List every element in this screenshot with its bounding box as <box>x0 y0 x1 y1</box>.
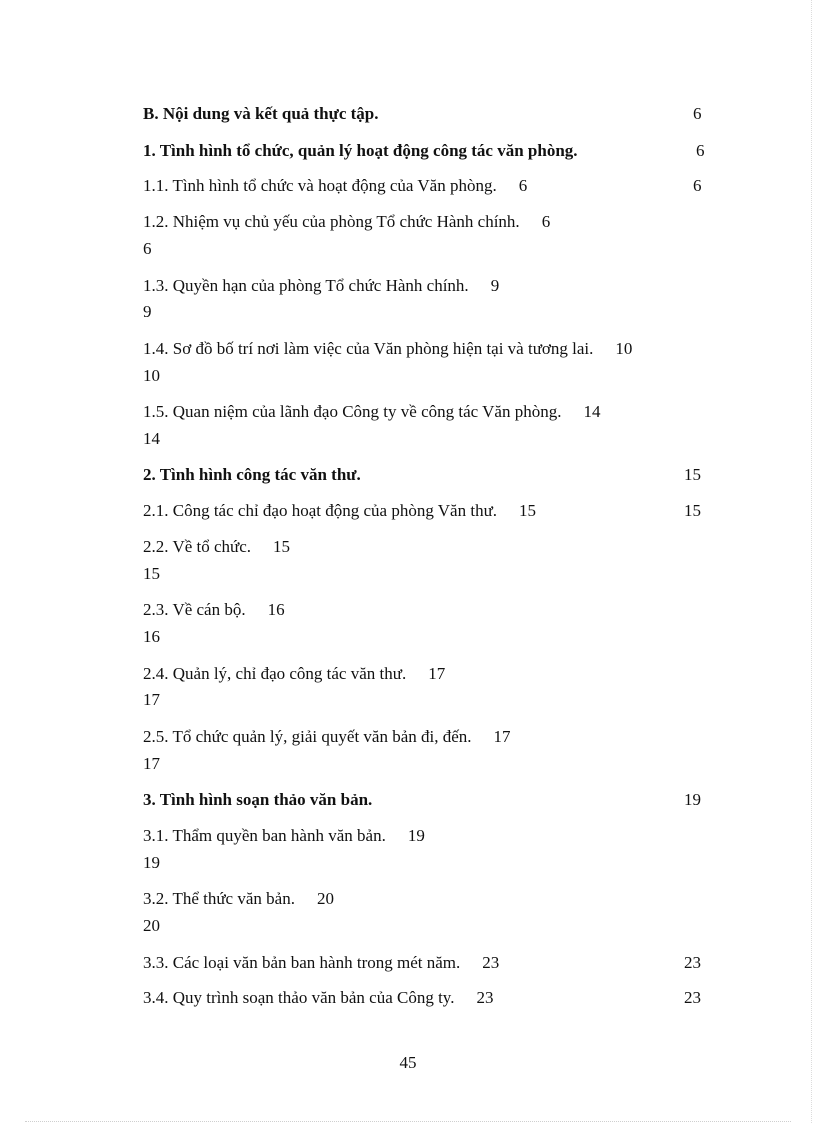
toc-entry-3-2 <box>143 889 334 909</box>
toc-page-3: 19 <box>684 790 701 809</box>
toc-page-b: 6 <box>693 104 702 123</box>
toc-entry-1-1 <box>143 176 527 196</box>
toc-entry-2-1 <box>143 501 536 521</box>
toc-entry-text: 1.3. Quyền hạn của phòng Tổ chức Hành chính. <box>143 276 469 295</box>
toc-entry-1-5 <box>143 402 600 422</box>
toc-entry-1-2 <box>143 212 550 232</box>
toc-page-2-1: 15 <box>684 501 701 520</box>
page-number: 45 <box>399 1053 417 1072</box>
toc-inline-page: 10 <box>615 339 633 358</box>
toc-inline-page: 23 <box>476 988 494 1007</box>
page-bottom-border <box>25 1121 791 1122</box>
toc-page-1-3: 9 <box>143 302 152 321</box>
toc-entry-1-3 <box>143 276 499 296</box>
toc-entry-text: 2.1. Công tác chỉ đạo hoạt động của phòng Văn thư. <box>143 501 498 520</box>
toc-entry-2-5 <box>143 727 511 747</box>
page-right-border <box>811 0 812 1123</box>
toc-entry-text: 3.4. Quy trình soạn thảo văn bản của Công ty. <box>143 988 455 1007</box>
toc-entry-text: 1.5. Quan niệm của lãnh đạo Công ty về công tác Văn phòng. <box>143 402 562 421</box>
toc-entry-text: 3.2. Thể thức văn bản. <box>143 889 295 908</box>
toc-inline-page: 20 <box>316 889 334 908</box>
toc-inline-page: 16 <box>267 600 285 619</box>
toc-inline-page: 15 <box>519 501 537 520</box>
toc-page-3-1: 19 <box>143 853 160 872</box>
toc-inline-page: 17 <box>428 664 446 683</box>
toc-entry-text: 3.1. Thẩm quyền ban hành văn bản. <box>143 826 386 845</box>
toc-page-3-4: 23 <box>684 988 701 1007</box>
toc-inline-page: 14 <box>583 402 601 421</box>
toc-entry-1-4 <box>143 339 632 359</box>
toc-entry-b: B. Nội dung và kết quả thực tập. <box>143 104 379 123</box>
toc-entry-3-1 <box>143 826 425 846</box>
toc-entry-3-3 <box>143 953 499 973</box>
toc-entry-2-4 <box>143 664 445 684</box>
toc-entry-text: 2.3. Về cán bộ. <box>143 600 246 619</box>
toc-inline-page: 17 <box>493 727 511 746</box>
toc-page-1: 6 <box>696 141 705 160</box>
toc-page-1-4: 10 <box>143 366 160 385</box>
toc-page-1-2: 6 <box>143 239 152 258</box>
toc-entry-2: 2. Tình hình công tác văn thư. <box>143 465 361 484</box>
toc-entry-text: 2.5. Tổ chức quản lý, giải quyết văn bản đi, đến. <box>143 727 472 746</box>
toc-inline-page: 6 <box>518 176 528 195</box>
toc-page-2-3: 16 <box>143 627 160 646</box>
toc-entry-3-4 <box>143 988 493 1008</box>
toc-entry-1: 1. Tình hình tổ chức, quản lý hoạt động công tác văn phòng. <box>143 141 578 160</box>
toc-page-3-2: 20 <box>143 916 160 935</box>
toc-inline-page: 19 <box>407 826 425 845</box>
toc-page-2-4: 17 <box>143 690 160 709</box>
toc-entry-text: 2.4. Quản lý, chỉ đạo công tác văn thư. <box>143 664 407 683</box>
toc-inline-page: 23 <box>482 953 500 972</box>
toc-page-3-3: 23 <box>684 953 701 972</box>
toc-entry-text: 1.1. Tình hình tổ chức và hoạt động của Văn phòng. <box>143 176 497 195</box>
toc-page-2: 15 <box>684 465 701 484</box>
toc-entry-3: 3. Tình hình soạn thảo văn bản. <box>143 790 373 809</box>
toc-page-1-5: 14 <box>143 429 160 448</box>
toc-inline-page: 15 <box>273 537 291 556</box>
toc-entry-text: 3.3. Các loại văn bản ban hành trong mét năm. <box>143 953 461 972</box>
toc-page-2-2: 15 <box>143 564 160 583</box>
toc-entry-2-2 <box>143 537 290 557</box>
toc-entry-text: 1.4. Sơ đồ bố trí nơi làm việc của Văn phòng hiện tại và tương lai. <box>143 339 594 358</box>
toc-inline-page: 6 <box>541 212 551 231</box>
toc-page-2-5: 17 <box>143 754 160 773</box>
toc-entry-text: 2.2. Về tổ chức. <box>143 537 252 556</box>
toc-inline-page: 9 <box>490 276 500 295</box>
toc-page-1-1: 6 <box>693 176 702 195</box>
toc-entry-2-3 <box>143 600 285 620</box>
toc-entry-text: 1.2. Nhiệm vụ chủ yếu của phòng Tổ chức Hành chính. <box>143 212 520 231</box>
